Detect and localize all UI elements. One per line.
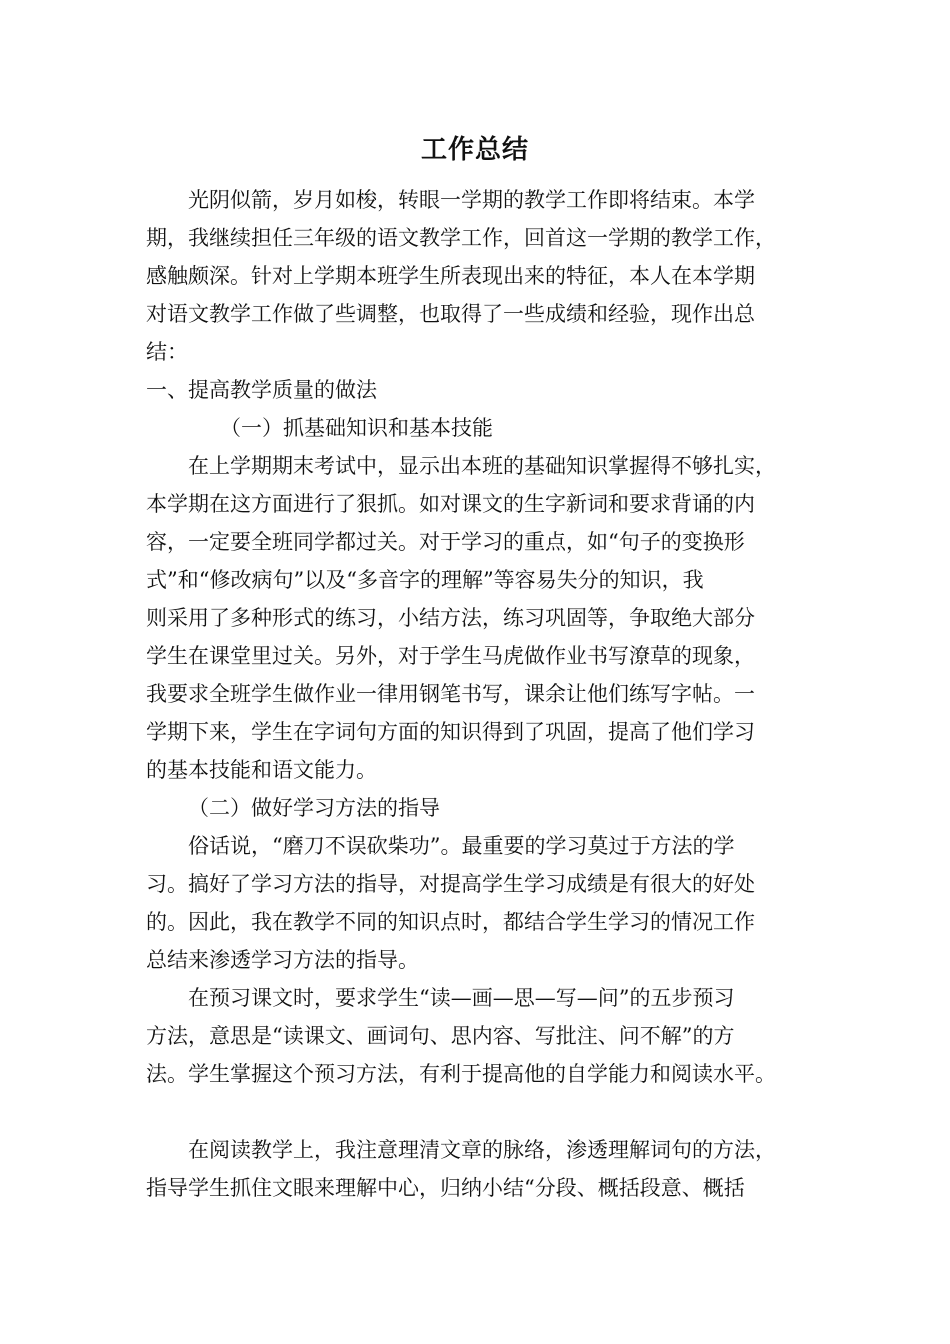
subsection-heading: （一）抓基础知识和基本技能 xyxy=(220,416,493,440)
paragraph-line: 在上学期期末考试中，显示出本班的基础知识掌握得不够扎实， xyxy=(188,454,776,478)
paragraph-line: 容，一定要全班同学都过关。对于学习的重点，如“句子的变换形 xyxy=(146,530,745,554)
paragraph-line: 学期下来，学生在字词句方面的知识得到了巩固，提高了他们学习 xyxy=(146,720,755,744)
subsection-heading: （二）做好学习方法的指导 xyxy=(188,796,440,820)
paragraph-line: 指导学生抓住文眼来理解中心，归纳小结“分段、概括段意、概括 xyxy=(146,1176,745,1200)
paragraph-line: 的基本技能和语文能力。 xyxy=(146,758,377,782)
paragraph-line: 法。学生掌握这个预习方法，有利于提高他的自学能力和阅读水平。 xyxy=(146,1062,776,1086)
paragraph-line: 俗话说，“磨刀不误砍柴功”。最重要的学习莫过于方法的学 xyxy=(188,834,735,858)
paragraph-line: 总结来渗透学习方法的指导。 xyxy=(146,948,419,972)
paragraph-line: 光阴似箭，岁月如梭，转眼一学期的教学工作即将结束。本学 xyxy=(188,188,755,212)
paragraph-line: 结： xyxy=(146,340,188,364)
paragraph-line: 式”和“修改病句”以及“多音字的理解”等容易失分的知识，我 xyxy=(146,568,704,592)
document-title: 工作总结 xyxy=(420,135,529,165)
paragraph-line: 本学期在这方面进行了狠抓。如对课文的生字新词和要求背诵的内 xyxy=(146,492,755,516)
paragraph-line: 方法，意思是“读课文、画词句、思内容、写批注、问不解”的方 xyxy=(146,1024,735,1048)
paragraph-line: 对语文教学工作做了些调整，也取得了一些成绩和经验，现作出总 xyxy=(146,302,755,326)
paragraph-line: 则采用了多种形式的练习，小结方法，练习巩固等，争取绝大部分 xyxy=(146,606,755,630)
paragraph-line: 在预习课文时，要求学生“读—画—思—写—问”的五步预习 xyxy=(188,986,735,1010)
paragraph-line: 我要求全班学生做作业一律用钢笔书写，课余让他们练写字帖。一 xyxy=(146,682,755,706)
paragraph-line: 感触颇深。针对上学期本班学生所表现出来的特征，本人在本学期 xyxy=(146,264,755,288)
paragraph-line: 在阅读教学上，我注意理清文章的脉络，渗透理解词句的方法， xyxy=(188,1138,776,1162)
paragraph-line: 期，我继续担任三年级的语文教学工作，回首这一学期的教学工作， xyxy=(146,226,776,250)
paragraph-line: 学生在课堂里过关。另外，对于学生马虎做作业书写潦草的现象， xyxy=(146,644,755,668)
section-heading: 一、提高教学质量的做法 xyxy=(146,378,377,402)
paragraph-line: 的。因此，我在教学不同的知识点时，都结合学生学习的情况工作 xyxy=(146,910,755,934)
paragraph-line: 习。搞好了学习方法的指导，对提高学生学习成绩是有很大的好处 xyxy=(146,872,755,896)
